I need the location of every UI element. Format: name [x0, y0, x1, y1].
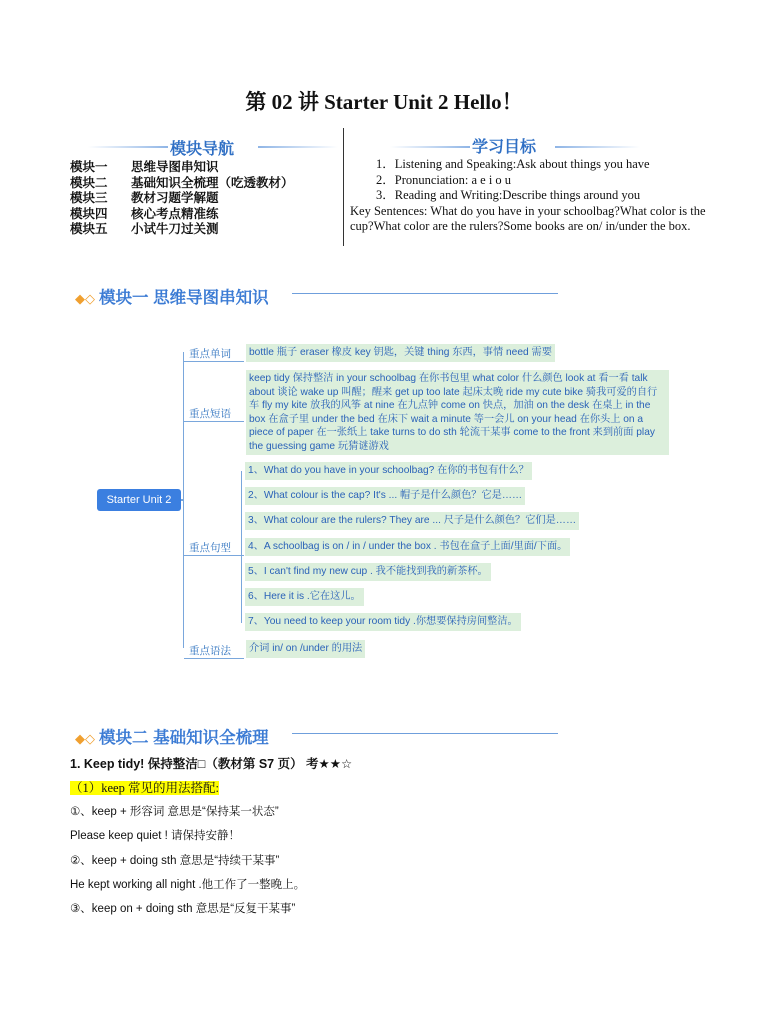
category-grammar: 重点语法: [189, 645, 231, 657]
column-divider: [343, 128, 344, 246]
learning-goals: [350, 157, 722, 235]
module2-rule: [292, 733, 558, 734]
body-line: ②、keep + doing sth 意思是“持续干某事”: [70, 855, 280, 867]
body-line: He kept working all night .他工作了一整晚上。: [70, 879, 306, 891]
goal-item: 3．Reading and Writing:Describe things around you: [376, 188, 641, 202]
category-words: 重点单词: [189, 348, 231, 360]
sentence-leaf: 1、What do you have in your schoolbag? 在你的书包有什么？: [245, 462, 532, 480]
goals-heading: 学习目标: [472, 139, 537, 156]
phrases-leaf: keep tidy 保持整洁 in your schoolbag 在你书包里 what color 什么颜色 look at 看一看 talk about 谈论 wake up 叫醒；醒来 get up too late 起床太晚 ride my cute bike 骑我可爱的自行车 fly my kite 放我的风筝 at nine 在九点钟 come on 快点，加油 on the desk 在桌上 in the box 在盒子里 under the bed 在床下 wait a minute 等一会儿 on your head 在你头上 on a piece of paper 在一张纸上 take turns to do sth 轮流干某事 come to the front 来到前面 play the guessing game 玩猜谜游戏: [246, 370, 669, 455]
nav-item: 模块三 教材习题学解题: [70, 191, 219, 205]
module2-title: 模块二 基础知识全梳理: [99, 729, 269, 747]
page-title: 第 02 讲 Starter Unit 2 Hello！: [245, 90, 523, 114]
sentence-leaf: 7、You need to keep your room tidy .你想要保持房间整洁。: [245, 613, 521, 631]
body-line: Please keep quiet ! 请保持安静！: [70, 830, 241, 842]
grammar-leaf: 介词 in/ on /under 的用法: [246, 640, 365, 658]
nav-item: 模块四 核心考点精准练: [70, 206, 219, 221]
mind-map-root: Starter Unit 2: [97, 489, 181, 511]
diamond-icon: ◆◇: [75, 731, 95, 746]
sentence-leaf: 2、What colour is the cap? It's ... 帽子是什么颜色？它是……: [245, 487, 525, 505]
key-sentences: Key Sentences: What do you have in your schoolbag?What color is the cup?What color are the rulers?Some books are on/ in/under the box.: [350, 203, 706, 233]
body-line: ③、keep on + doing sth 意思是“反复干某事”: [70, 903, 296, 915]
module1-title: 模块一 思维导图串知识: [99, 289, 269, 307]
module2-title-row: [75, 724, 269, 748]
module1-title-row: [75, 284, 269, 308]
sentence-leaf: 4、A schoolbag is on / in / under the box . 书包在盒子上面/里面/下面。: [245, 538, 570, 556]
sentence-leaf: 6、Here it is .它在这儿。: [245, 588, 364, 606]
sentence-leaf: 5、I can't find my new cup . 我不能找到我的新茶杯。: [245, 563, 491, 581]
goal-item: 2．Pronunciation: a e i o u: [376, 172, 512, 187]
nav-item: 模块五 小试牛刀过关测: [70, 222, 219, 236]
nav-item: 模块一 思维导图串知识: [70, 160, 219, 174]
nav-item: 模块二 基础知识全梳理（吃透教材）: [70, 175, 294, 190]
nav-heading: 模块导航: [170, 141, 235, 158]
goal-item: 1．Listening and Speaking:Ask about things you have: [376, 157, 650, 171]
words-leaf: bottle 瓶子 eraser 橡皮 key 钥匙，关键 thing 东西，事情 need 需要: [246, 344, 555, 362]
point-heading: 1. Keep tidy! 保持整洁□（教材第 S7 页） 考★★☆: [70, 757, 353, 771]
module-nav-list: [70, 160, 294, 238]
category-phrases: 重点短语: [189, 408, 231, 420]
category-sentences: 重点句型: [189, 542, 231, 554]
sentence-leaf: 3、What colour are the rulers? They are ... 尺子是什么颜色？它们是……: [245, 512, 579, 530]
body-line: ①、keep + 形容词 意思是“保持某一状态”: [70, 806, 279, 818]
sub-heading: （1）keep 常见的用法搭配:: [70, 781, 219, 795]
connector: [183, 352, 184, 648]
module1-rule: [292, 293, 558, 294]
diamond-icon: ◆◇: [75, 291, 95, 306]
